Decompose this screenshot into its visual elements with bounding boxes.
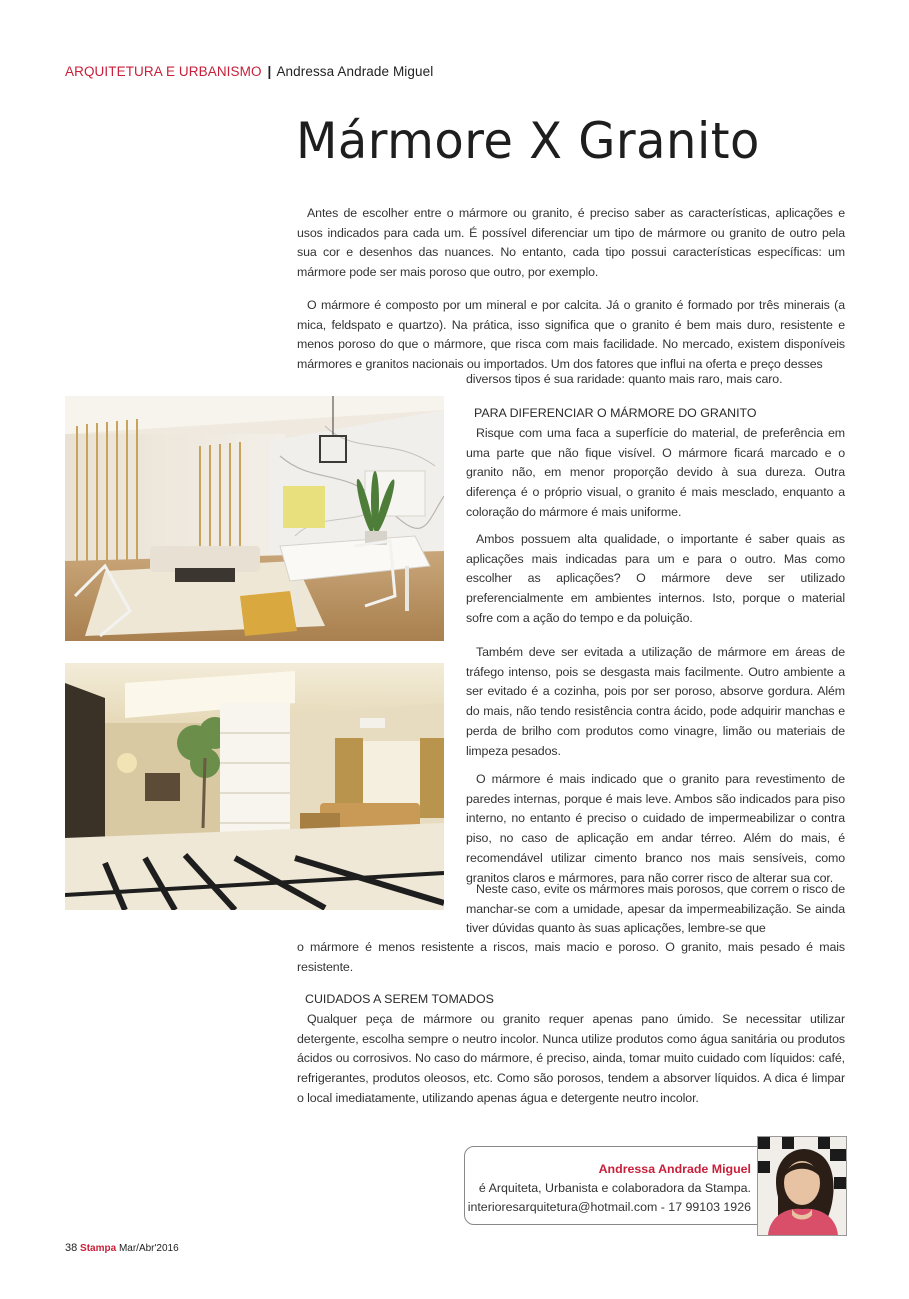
author-portrait xyxy=(757,1136,847,1236)
paragraph-care: Qualquer peça de mármore ou granito requer apenas pano úmido. Se necessitar utilizar detergente, escolha sempre o neutro incolor. Nunca utilize produtos como água sanitária ou produtos ácidos ou corrosivos. No caso do mármore, é preciso, ainda, tomar muito cuidado com líquidos: café, refrigerantes, produtos oleosos, etc. Como são porosos, tendem a absorver líquidos. A dica é limpar o local imediatamente, utilizando apenas água e detergente neutro incolor. xyxy=(297,1012,845,1105)
paragraph-quality: Ambos possuem alta qualidade, o importante é saber quais as aplicações mais indicadas para um e para o outro. Mas como escolher as aplicações? O mármore deve ser utilizado preferencialmente em ambientes internos. Isto, porque o material sofre com a ação do tempo e da poluição. xyxy=(466,532,845,625)
paragraph-resistance: o mármore é menos resistente a riscos, mais macio e poroso. O granito, mais pesado é mais resistente. xyxy=(297,940,845,974)
paragraph-traffic: Também deve ser evitada a utilização de mármore em áreas de tráfego intenso, pois se desgasta mais facilmente. Outro ambiente a ser evitado é a cozinha, pois por ser poroso, absorve gordura. Além do mais, não tendo resistência contra ácido, pode adquirir manchas e perda de brilho com produtos como vinagre, limão ou materiais de limpeza pesados. xyxy=(466,645,845,758)
paragraph-scratch-test: Risque com uma faca a superfície do material, de preferência em uma parte que não fique visível. O mármore ficará marcado e o granito não, em menor proporção devido à sua dureza. Outra diferença é o próprio visual, o granito é mais mesclado, enquanto a coloração do mármore é mais uniforme. xyxy=(466,426,845,519)
living-room-photo xyxy=(65,396,444,641)
intro-paragraph-1: Antes de escolher entre o mármore ou granito, é preciso saber as características, aplicações e usos indicados para cada um. É possível diferenciar um tipo de mármore ou granito de outro pela sua cor e desenhos das nuances. No entanto, cada tipo possui características específicas: um mármore pode ser mais poroso que outro, por exemplo. xyxy=(297,206,845,280)
issue-date: Mar/Abr'2016 xyxy=(118,1243,179,1254)
paragraph-porous: Neste caso, evite os mármores mais porosos, que correm o risco de manchar-se com a umidade, apesar da impermeabilização. Se ainda tiver dúvidas quanto às suas aplicações, lembre-se que xyxy=(466,882,845,936)
author-photo xyxy=(758,1137,846,1235)
author-role: é Arquiteta, Urbanista e colaboradora da Stampa. xyxy=(478,1181,751,1195)
living-room-illustration xyxy=(65,396,444,641)
section-header xyxy=(65,64,433,79)
author-contact: interioresarquitetura@hotmail.com - 17 99103 1926 xyxy=(467,1200,751,1214)
author-name: Andressa Andrade Miguel xyxy=(598,1162,751,1176)
page-number: 38 xyxy=(65,1242,78,1254)
header-author: Andressa Andrade Miguel xyxy=(276,64,434,79)
section-label: ARQUITETURA E URBANISMO xyxy=(65,64,262,79)
magazine-name: Stampa xyxy=(80,1243,117,1254)
dining-room-photo xyxy=(65,663,444,910)
header-separator: | xyxy=(267,64,272,79)
author-bio-box xyxy=(464,1146,766,1225)
subheading-care: CUIDADOS A SEREM TOMADOS xyxy=(305,992,494,1006)
intro-paragraph-2: O mármore é composto por um mineral e por calcita. Já o granito é formado por três minerais (a mica, feldspato e quartzo). Na prática, isso significa que o granito é bem mais duro, resistente e menos poroso do que o mármore, que risca com mais facilidade. No mercado, existem disponíveis mármores e granitos nacionais ou importados. Um dos fatores que influi na oferta e preço desses xyxy=(297,298,845,372)
article-title: Mármore X Granito xyxy=(296,112,760,170)
intro-paragraph-2-continued: diversos tipos é sua raridade: quanto mais raro, mais caro. xyxy=(466,372,783,386)
paragraph-walls: O mármore é mais indicado que o granito para revestimento de paredes internas, porque é mais leve. Ambos são indicados para piso interno, no entanto é preciso o cuidado de impermeabilizar o contra piso, no caso de aplicação em andar térreo. Além do mais, é recomendável utilizar cimento branco nos mais sensíveis, como granitos claros e mármores, para não correr risco de alterar sua cor. xyxy=(466,772,845,885)
page-footer xyxy=(65,1242,179,1254)
subheading-differentiate: PARA DIFERENCIAR O MÁRMORE DO GRANITO xyxy=(474,406,757,420)
dining-room-illustration xyxy=(65,663,444,910)
